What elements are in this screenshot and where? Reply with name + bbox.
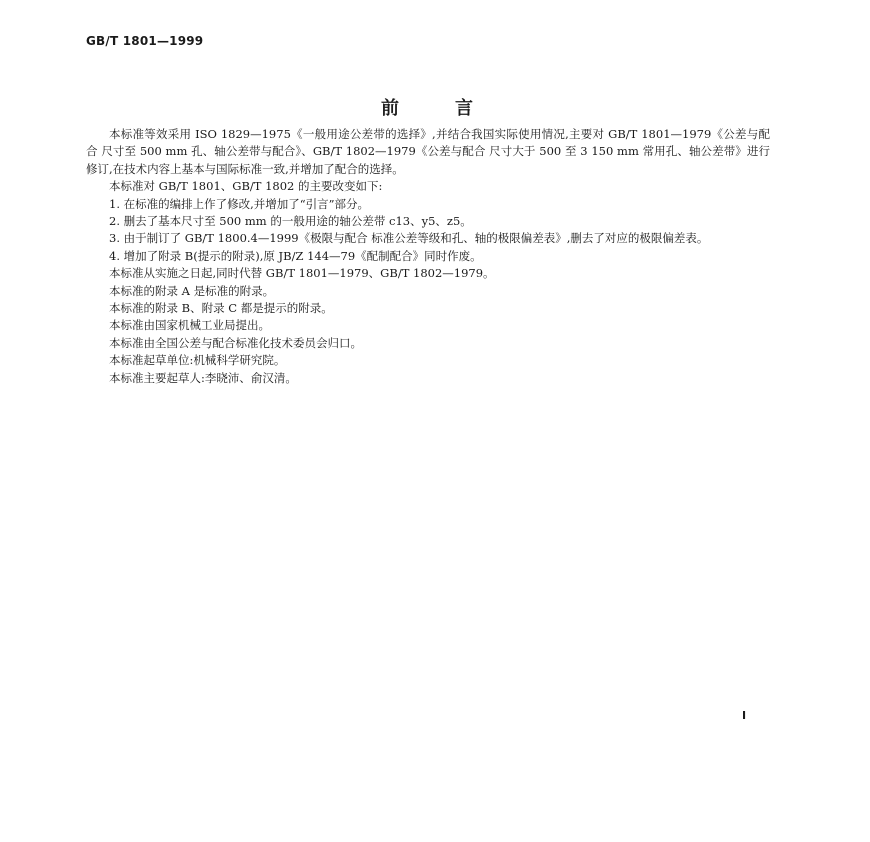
paragraph-change-2: 2. 删去了基本尺寸至 500 mm 的一般用途的轴公差带 c13、y5、z5。	[109, 214, 472, 229]
preface-title: 前言	[381, 98, 529, 119]
paragraph-changes-lead: 本标准对 GB/T 1801、GB/T 1802 的主要改变如下:	[109, 179, 383, 194]
paragraph-replacement: 本标准从实施之日起,同时代替 GB/T 1801—1979、GB/T 1802—1979。	[109, 266, 495, 281]
paragraph-drafters: 本标准主要起草人:李晓沛、俞汉清。	[109, 370, 297, 385]
paragraph-change-4: 4. 增加了附录 B(提示的附录),原 JB/Z 144—79《配制配合》同时作废。	[109, 248, 482, 263]
paragraph-change-3: 3. 由于制订了 GB/T 1800.4—1999《极限与配合 标准公差等级和孔、轴的极限偏差表》,删去了对应的极限偏差表。	[109, 231, 709, 246]
paragraph-drafting-unit: 本标准起草单位:机械科学研究院。	[109, 353, 286, 368]
paragraph-annex-a: 本标准的附录 A 是标准的附录。	[109, 283, 275, 298]
page-number: I	[742, 709, 747, 722]
preface-body	[86, 126, 770, 387]
paragraph-annex-bc: 本标准的附录 B、附录 C 都是提示的附录。	[109, 301, 333, 316]
paragraph-change-1: 1. 在标准的编排上作了修改,并增加了“引言”部分。	[109, 196, 370, 211]
paragraph-intro: 本标准等效采用 ISO 1829—1975《一般用途公差带的选择》,并结合我国实际使用情况,主要对 GB/T 1801—1979《公差与配合 尺寸至 500 mm 孔、轴公差带与配合》、GB/T 1802—1979《公差与配合 尺寸大于 500 至 3 150 mm 常用孔、轴公差带》进行修订,在技术内容上基本与国际标准一致,并增加了配合的选择。	[86, 127, 770, 176]
paragraph-committee: 本标准由全国公差与配合标准化技术委员会归口。	[109, 335, 362, 350]
paragraph-proposer: 本标准由国家机械工业局提出。	[109, 318, 270, 333]
standard-number-header: GB/T 1801—1999	[86, 34, 204, 48]
